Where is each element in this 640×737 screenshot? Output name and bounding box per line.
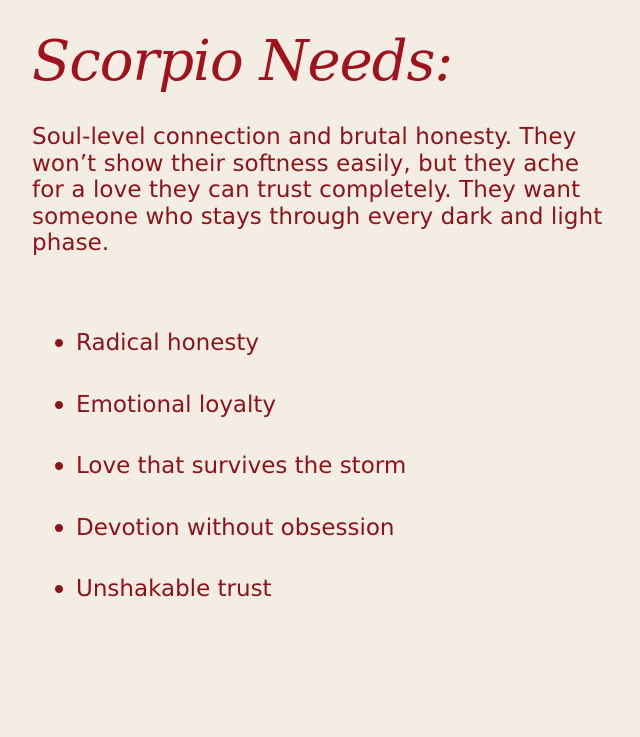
- page-title: Scorpio Needs:: [32, 29, 453, 94]
- list-item: [52, 322, 406, 364]
- list-item: [52, 445, 406, 487]
- list-item-label: Emotional loyalty: [76, 391, 277, 418]
- list-item: [52, 507, 406, 549]
- bullet-icon: [55, 401, 63, 409]
- bullet-icon: [55, 339, 63, 347]
- list-item-label: Unshakable trust: [76, 576, 272, 602]
- intro-paragraph: Soul-level connection and brutal honesty. They won’t show their softness easily, but they ache for a love they can trust completely. They want someone who stays through every dark and light phase.: [32, 124, 603, 256]
- list-item-label: Devotion without obsession: [76, 514, 395, 541]
- needs-list: [52, 322, 406, 630]
- bullet-icon: [55, 462, 63, 470]
- list-item: [52, 568, 406, 610]
- bullet-icon: [55, 585, 63, 593]
- list-item: [52, 384, 406, 426]
- list-item-label: Radical honesty: [76, 330, 259, 356]
- bullet-icon: [55, 524, 63, 532]
- list-item-label: Love that survives the storm: [76, 453, 407, 479]
